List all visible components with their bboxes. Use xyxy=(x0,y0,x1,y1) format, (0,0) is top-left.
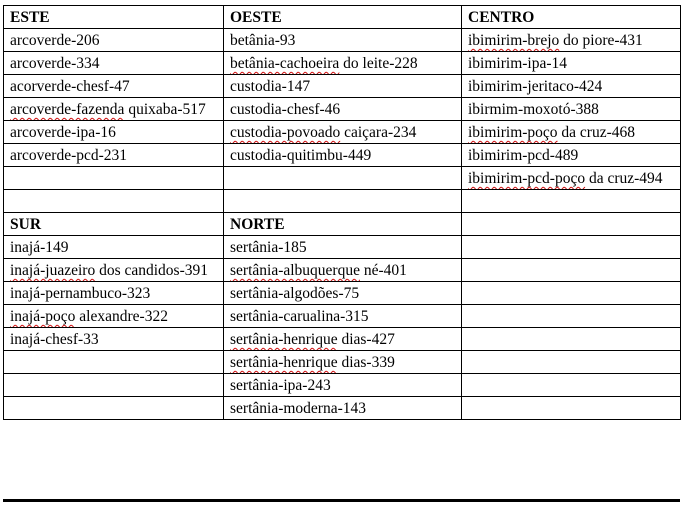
cell-text: arcoverde-pcd-231 xyxy=(10,147,128,164)
table-cell-col-3 xyxy=(462,305,681,328)
table-cell-col-3 xyxy=(462,98,681,121)
table-cell-col-1 xyxy=(4,397,224,420)
spellcheck-flagged-text: ibimirim-pcd-poço xyxy=(468,170,586,187)
cell-text: do leite-228 xyxy=(339,55,418,72)
table-cell-col-3 xyxy=(462,75,681,98)
section-header-row xyxy=(4,213,681,236)
table-cell-col-1 xyxy=(4,29,224,52)
table-cell-col-1 xyxy=(4,236,224,259)
table-cell-col-1 xyxy=(4,305,224,328)
table-row xyxy=(4,328,681,351)
table-cell-col-1 xyxy=(4,98,224,121)
section-header-cell: NORTE xyxy=(224,213,462,236)
cell-text: da cruz-494 xyxy=(585,170,663,187)
cell-text: né-401 xyxy=(359,262,407,279)
cell-text: dos candidos-391 xyxy=(95,262,208,279)
cell-text: alexandre-322 xyxy=(75,308,168,325)
cell-text: ibimirim-jeritaco-424 xyxy=(468,78,603,95)
cell-text: inajá-chesf-33 xyxy=(10,331,99,348)
spellcheck-flagged-text: betânia-cachoeira xyxy=(230,55,340,72)
cell-text: arcoverde-206 xyxy=(10,32,100,49)
table-row xyxy=(4,305,681,328)
cell-text: inajá-pernambuco-323 xyxy=(10,285,151,302)
table-row xyxy=(4,144,681,167)
table-cell-col-2 xyxy=(224,98,462,121)
cropped-text-below-table xyxy=(3,501,680,508)
cell-text: betânia-93 xyxy=(230,32,296,49)
spellcheck-flagged-text: inajá-poço xyxy=(10,308,76,325)
table-cell-col-1 xyxy=(4,121,224,144)
section-header-cell: OESTE xyxy=(224,6,462,29)
spellcheck-flagged-text: custodia-povoado xyxy=(230,124,341,141)
table-cell-col-2 xyxy=(224,374,462,397)
table-cell-col-3 xyxy=(462,236,681,259)
table-row xyxy=(4,374,681,397)
table-cell-col-2 xyxy=(224,305,462,328)
table-cell-col-3 xyxy=(462,52,681,75)
empty-cell xyxy=(4,190,224,213)
stations-table xyxy=(3,5,681,420)
table-row xyxy=(4,75,681,98)
table-row xyxy=(4,29,681,52)
table-cell-col-1 xyxy=(4,282,224,305)
cell-text: sertânia-moderna-143 xyxy=(230,400,366,417)
table-cell-col-3 xyxy=(462,29,681,52)
cell-text: ibimirim-ipa-14 xyxy=(468,55,568,72)
table-cell-col-1 xyxy=(4,259,224,282)
table-cell-col-2 xyxy=(224,29,462,52)
table-cell-col-2 xyxy=(224,282,462,305)
table-cell-col-3 xyxy=(462,167,681,190)
spellcheck-flagged-text: ibimirim-brejo xyxy=(468,32,560,49)
cell-text: dias-339 xyxy=(337,354,395,371)
spellcheck-flagged-text: sertânia-albuquerque xyxy=(230,262,360,279)
table-row xyxy=(4,259,681,282)
table-cell-col-3 xyxy=(462,328,681,351)
table-row xyxy=(4,351,681,374)
table-cell-col-3 xyxy=(462,282,681,305)
table-row xyxy=(4,397,681,420)
spellcheck-flagged-text: arcoverde-fazenda xyxy=(10,101,125,118)
table-cell-col-3 xyxy=(462,374,681,397)
cell-text: do piore-431 xyxy=(559,32,643,49)
spellcheck-flagged-text: ibimirim-poço xyxy=(468,124,558,141)
section-header-cell: ESTE xyxy=(4,6,224,29)
table-cell-col-2 xyxy=(224,259,462,282)
cell-text: ibimirim-pcd-489 xyxy=(468,147,579,164)
table-cell-col-1 xyxy=(4,351,224,374)
cell-text: caiçara-234 xyxy=(340,124,417,141)
cell-text: custodia-quitimbu-449 xyxy=(230,147,372,164)
cell-text: custodia-147 xyxy=(230,78,311,95)
table-cell-col-1 xyxy=(4,144,224,167)
table-cell-col-2 xyxy=(224,167,462,190)
table-cell-col-2 xyxy=(224,52,462,75)
cell-text: quixaba-517 xyxy=(124,101,206,118)
table-row xyxy=(4,121,681,144)
spellcheck-flagged-text: sertânia-henrique xyxy=(230,331,338,348)
cell-text: sertânia-ipa-243 xyxy=(230,377,331,394)
table-cell-col-2 xyxy=(224,397,462,420)
table-cell-col-1 xyxy=(4,52,224,75)
table-row xyxy=(4,167,681,190)
table-cell-col-2 xyxy=(224,75,462,98)
section-header-cell: CENTRO xyxy=(462,6,681,29)
table-row xyxy=(4,236,681,259)
section-header-cell: SUR xyxy=(4,213,224,236)
spellcheck-flagged-text: inajá-juazeiro xyxy=(10,262,96,279)
spacer-row xyxy=(4,190,681,213)
cell-text: da cruz-468 xyxy=(557,124,636,141)
cell-text: sertânia-185 xyxy=(230,239,307,256)
table-cell-col-1 xyxy=(4,328,224,351)
section-header-row xyxy=(4,6,681,29)
table-cell-col-2 xyxy=(224,121,462,144)
cell-text: ibirmim-moxotó-388 xyxy=(468,101,599,118)
table-cell-col-1 xyxy=(4,167,224,190)
empty-cell xyxy=(224,190,462,213)
cell-text: sertânia-algodões-75 xyxy=(230,285,360,302)
table-cell-col-1 xyxy=(4,374,224,397)
cell-text: dias-427 xyxy=(337,331,395,348)
cell-text: arcoverde-334 xyxy=(10,55,100,72)
section-header-cell xyxy=(462,213,681,236)
table-cell-col-3 xyxy=(462,351,681,374)
cell-text: inajá-149 xyxy=(10,239,69,256)
empty-cell xyxy=(462,190,681,213)
table-cell-col-2 xyxy=(224,328,462,351)
table-row xyxy=(4,52,681,75)
table-cell-col-3 xyxy=(462,144,681,167)
table-cell-col-3 xyxy=(462,397,681,420)
table-cell-col-2 xyxy=(224,351,462,374)
table-row xyxy=(4,282,681,305)
table-cell-col-3 xyxy=(462,259,681,282)
cell-text: arcoverde-ipa-16 xyxy=(10,124,116,141)
table-row xyxy=(4,98,681,121)
cell-text: custodia-chesf-46 xyxy=(230,101,341,118)
table-cell-col-2 xyxy=(224,236,462,259)
table-cell-col-1 xyxy=(4,75,224,98)
spellcheck-flagged-text: sertânia-henrique xyxy=(230,354,338,371)
table-cell-col-2 xyxy=(224,144,462,167)
cell-text: sertânia-carualina-315 xyxy=(230,308,369,325)
table-cell-col-3 xyxy=(462,121,681,144)
cell-text: acorverde-chesf-47 xyxy=(10,78,130,95)
